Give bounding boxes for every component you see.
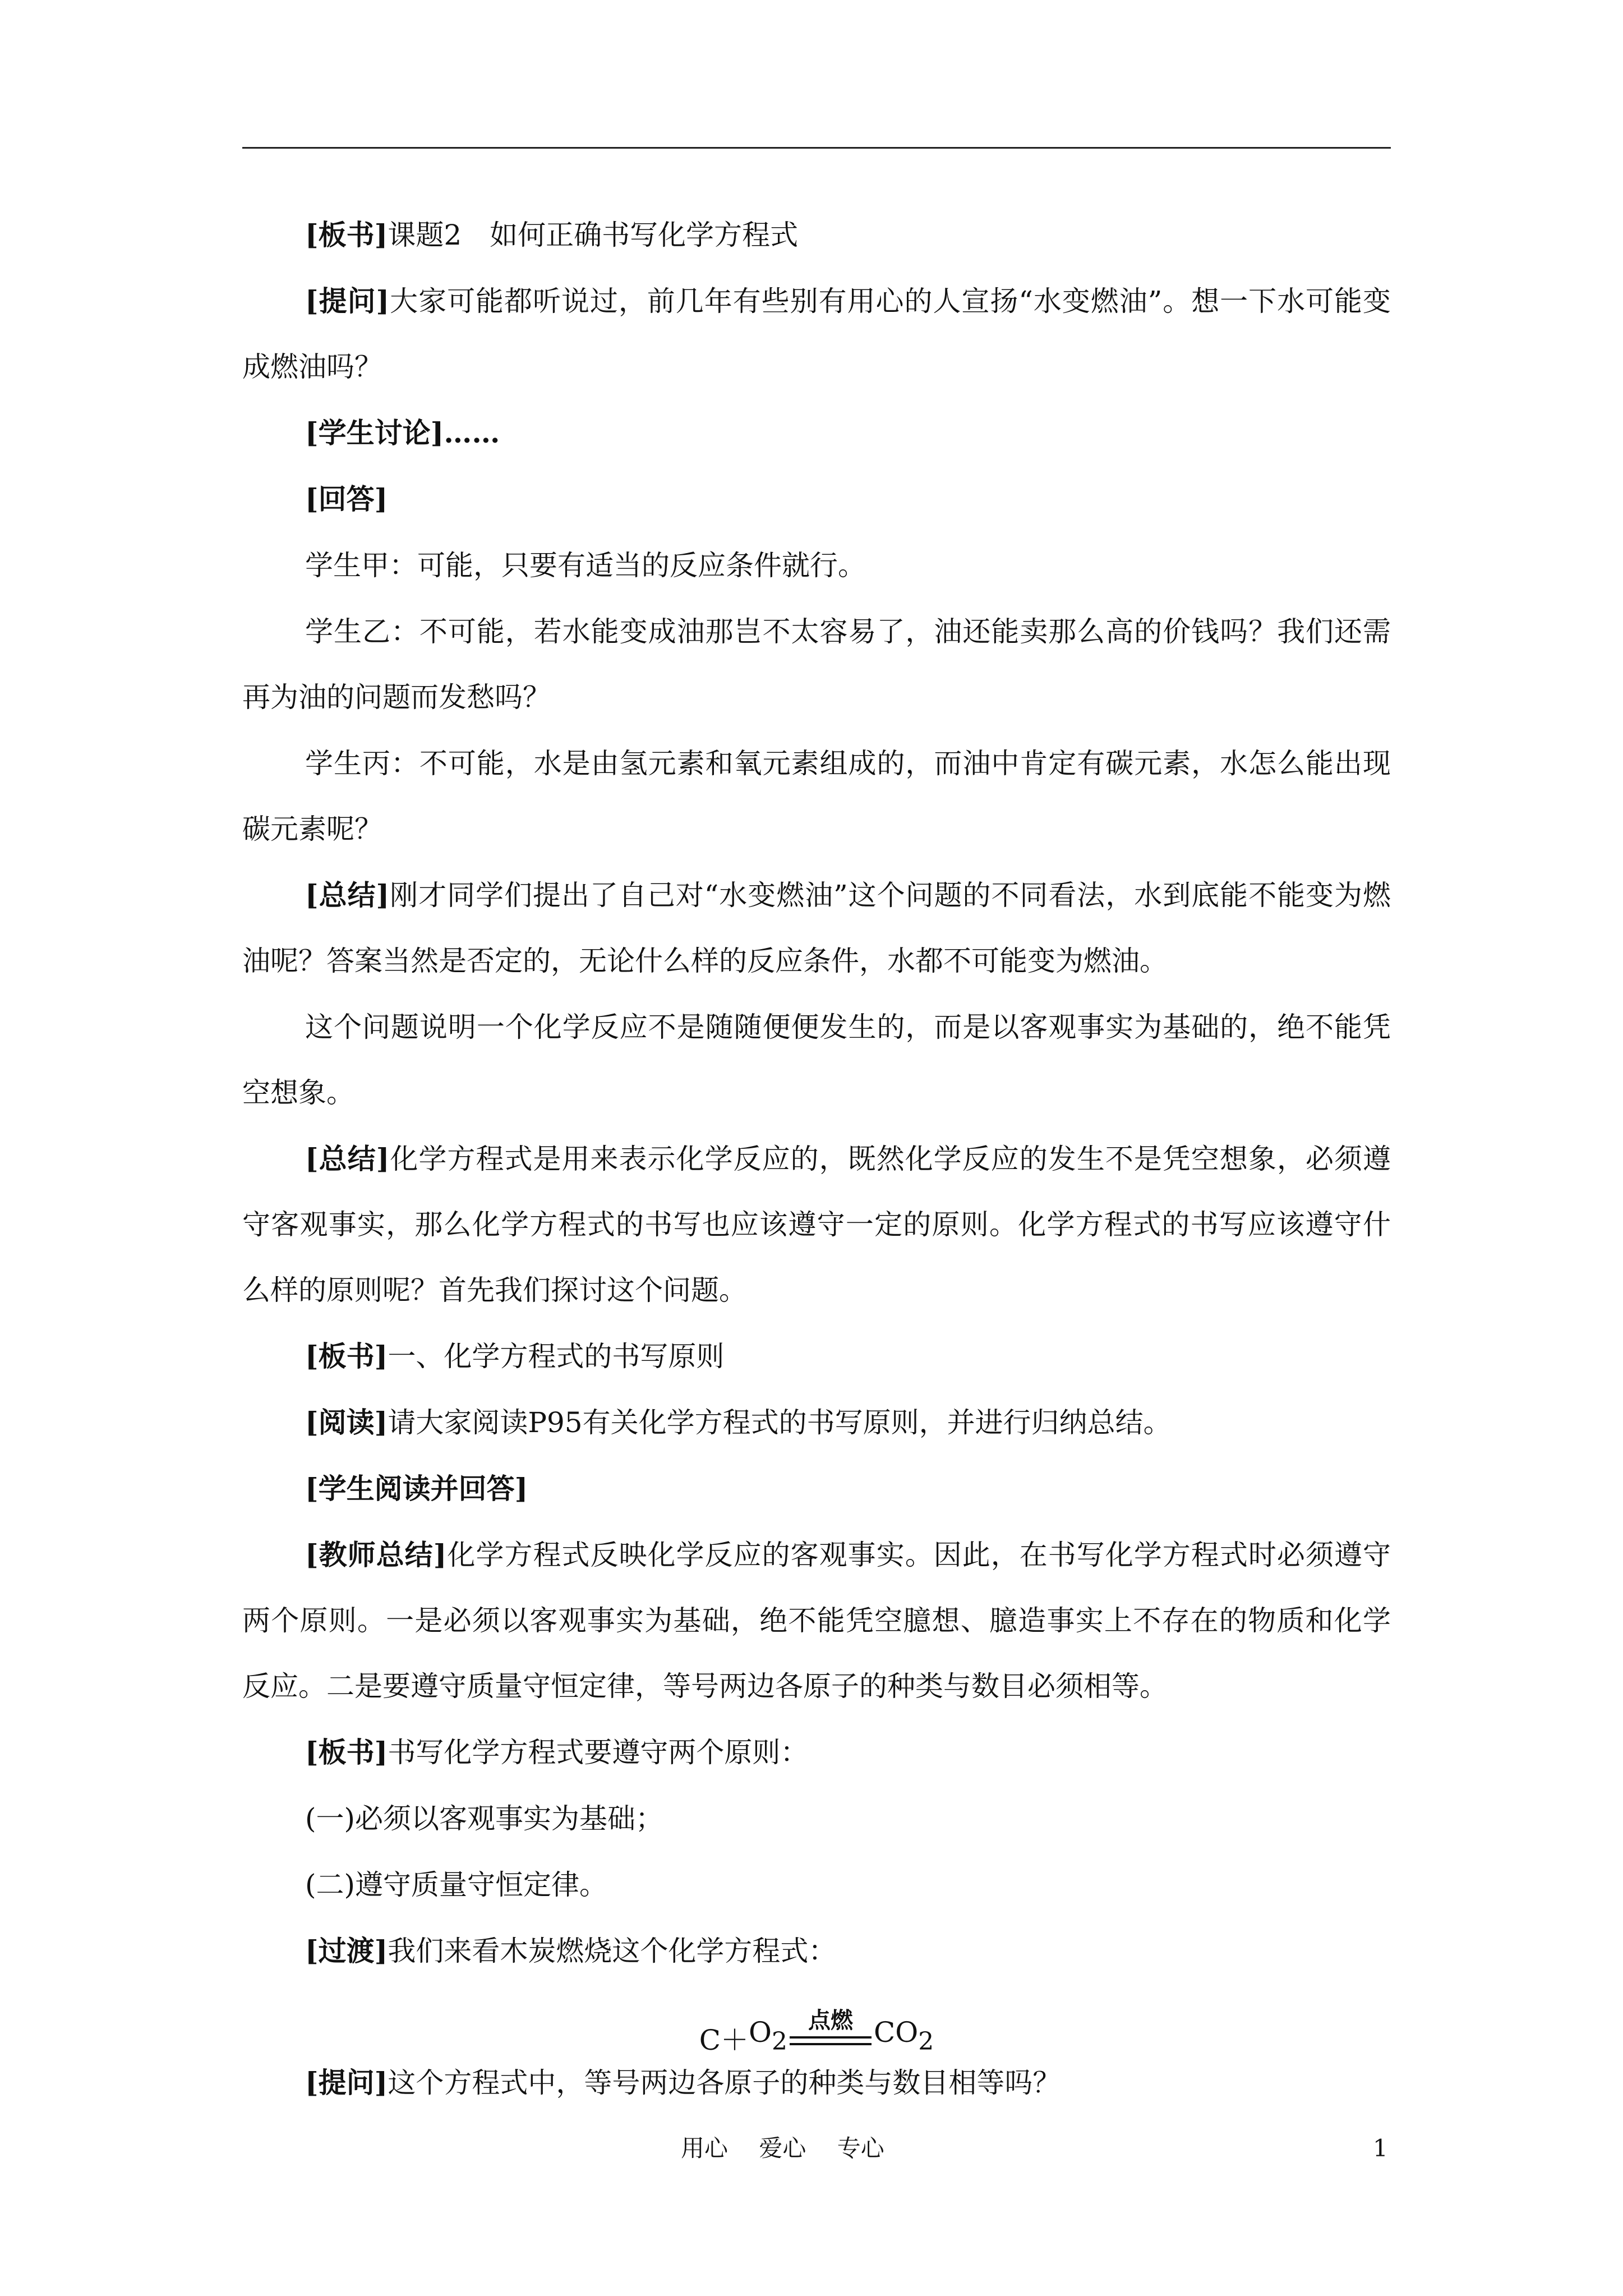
- paragraph-text: 学生丙：不可能，水是由氢元素和氧元素组成的，而油中肯定有碳元素，水怎么能出现碳元素呢？: [242, 747, 1391, 845]
- paragraph-text: 学生甲：可能，只要有适当的反应条件就行。: [305, 549, 866, 582]
- equation-product: $CO_2$: [874, 2016, 934, 2056]
- paragraph-student-b: [242, 599, 1391, 730]
- paragraph-tag: [学生阅读并回答]: [305, 1472, 528, 1505]
- paragraph-text: 化学方程式反映化学反应的客观事实。因此，在书写化学方程式时必须遵守两个原则。一是必须以客观事实为基础，绝不能凭空臆想、臆造事实上不存在的物质和化学反应。二是要遵守质量守恒定律，等号两边各原子的种类与数目必须相等。: [242, 1539, 1391, 1703]
- paragraph-tag: [回答]: [305, 482, 388, 516]
- paragraph-tag: [教师总结]: [305, 1538, 447, 1571]
- paragraph-text: 请大家阅读P95有关化学方程式的书写原则，并进行归纳总结。: [388, 1406, 1172, 1439]
- paragraph-text: 书写化学方程式要遵守两个原则：: [388, 1736, 809, 1769]
- footer-motto: 用心 爱心 专心: [681, 2134, 884, 2162]
- paragraph-text: 我们来看木炭燃烧这个化学方程式：: [388, 1935, 837, 1967]
- equation-bar-bottom: [790, 2043, 872, 2045]
- paragraph-question: [242, 268, 1391, 400]
- paragraph-tag: [过渡]: [305, 1934, 388, 1967]
- paragraph-final-question: [242, 2050, 1391, 2116]
- paragraph-text: 这个问题说明一个化学反应不是随随便便发生的，而是以客观事实为基础的，绝不能凭空想象。: [242, 1011, 1391, 1109]
- paragraph-tag: [提问]: [305, 2066, 388, 2099]
- paragraph-text: 这个方程式中，等号两边各原子的种类与数目相等吗？: [388, 2067, 1061, 2099]
- paragraph-student-reading: [242, 1456, 1391, 1522]
- equation-condition: 点燃: [808, 2008, 853, 2033]
- paragraph-principle-2: [242, 1852, 1391, 1918]
- paragraph-tag: [总结]: [305, 878, 390, 912]
- paragraph-principle-1: [242, 1786, 1391, 1852]
- paragraph-text: (一)必须以客观事实为基础；: [305, 1802, 664, 1835]
- paragraph-transition: [242, 1918, 1391, 1984]
- equation-bar-top: [790, 2036, 872, 2039]
- paragraph-student-a: [242, 532, 1391, 599]
- paragraph-board-title: [242, 202, 1391, 268]
- paragraph-discussion: [242, 400, 1391, 466]
- paragraph-summary-2: [242, 1126, 1391, 1323]
- paragraph-reading: [242, 1389, 1391, 1456]
- paragraph-tag: [板书]: [305, 1340, 388, 1373]
- paragraph-text: 课题2 如何正确书写化学方程式: [388, 219, 799, 251]
- page-number: 1: [1373, 2134, 1388, 2162]
- paragraph-tag: [阅读]: [305, 1406, 388, 1439]
- paragraph-tag: [总结]: [305, 1142, 390, 1175]
- equation-plus: ＋: [721, 2024, 749, 2056]
- paragraph-board-principles: [242, 1719, 1391, 1786]
- equation-equals-sign: [790, 2008, 872, 2054]
- chemical-equation: [242, 1984, 1391, 2056]
- equation-expression: [699, 2008, 934, 2056]
- paragraph-student-c: [242, 730, 1391, 862]
- paragraph-tag: [提问]: [305, 284, 390, 318]
- paragraph-tag: [板书]: [305, 1736, 388, 1769]
- paragraph-text: 一、化学方程式的书写原则: [388, 1340, 725, 1373]
- equation-reactant-oxygen: $O_2$: [749, 2016, 787, 2056]
- paragraph-text: 学生乙：不可能，若水能变成油那岂不太容易了，油还能卖那么高的价钱吗？我们还需再为油的问题而发愁吗？: [242, 615, 1391, 714]
- paragraph-text: 刚才同学们提出了自己对“水变燃油”这个问题的不同看法，水到底能不能变为燃油呢？答案当然是否定的，无论什么样的反应条件，水都不可能变为燃油。: [242, 879, 1391, 977]
- document-body: [242, 202, 1391, 2116]
- equation-reactant-carbon: C: [699, 2024, 721, 2056]
- paragraph-board-section: [242, 1323, 1391, 1389]
- paragraph-tag: [学生讨论]……: [305, 416, 500, 449]
- paragraph-text: 化学方程式是用来表示化学反应的，既然化学反应的发生不是凭空想象，必须遵守客观事实，那么化学方程式的书写也应该遵守一定的原则。化学方程式的书写应该遵守什么样的原则呢？首先我们探讨这个问题。: [242, 1143, 1391, 1306]
- paragraph-tag: [板书]: [305, 218, 388, 251]
- paragraph-summary-1: [242, 862, 1391, 994]
- paragraph-text: 大家可能都听说过，前几年有些别有用心的人宣扬“水变燃油”。想一下水可能变成燃油吗？: [242, 285, 1391, 383]
- paragraph-explanation: [242, 994, 1391, 1126]
- paragraph-answer-heading: [242, 466, 1391, 532]
- paragraph-text: (二)遵守质量守恒定律。: [305, 1869, 608, 1901]
- header-rule: [242, 147, 1391, 149]
- paragraph-teacher-summary: [242, 1522, 1391, 1719]
